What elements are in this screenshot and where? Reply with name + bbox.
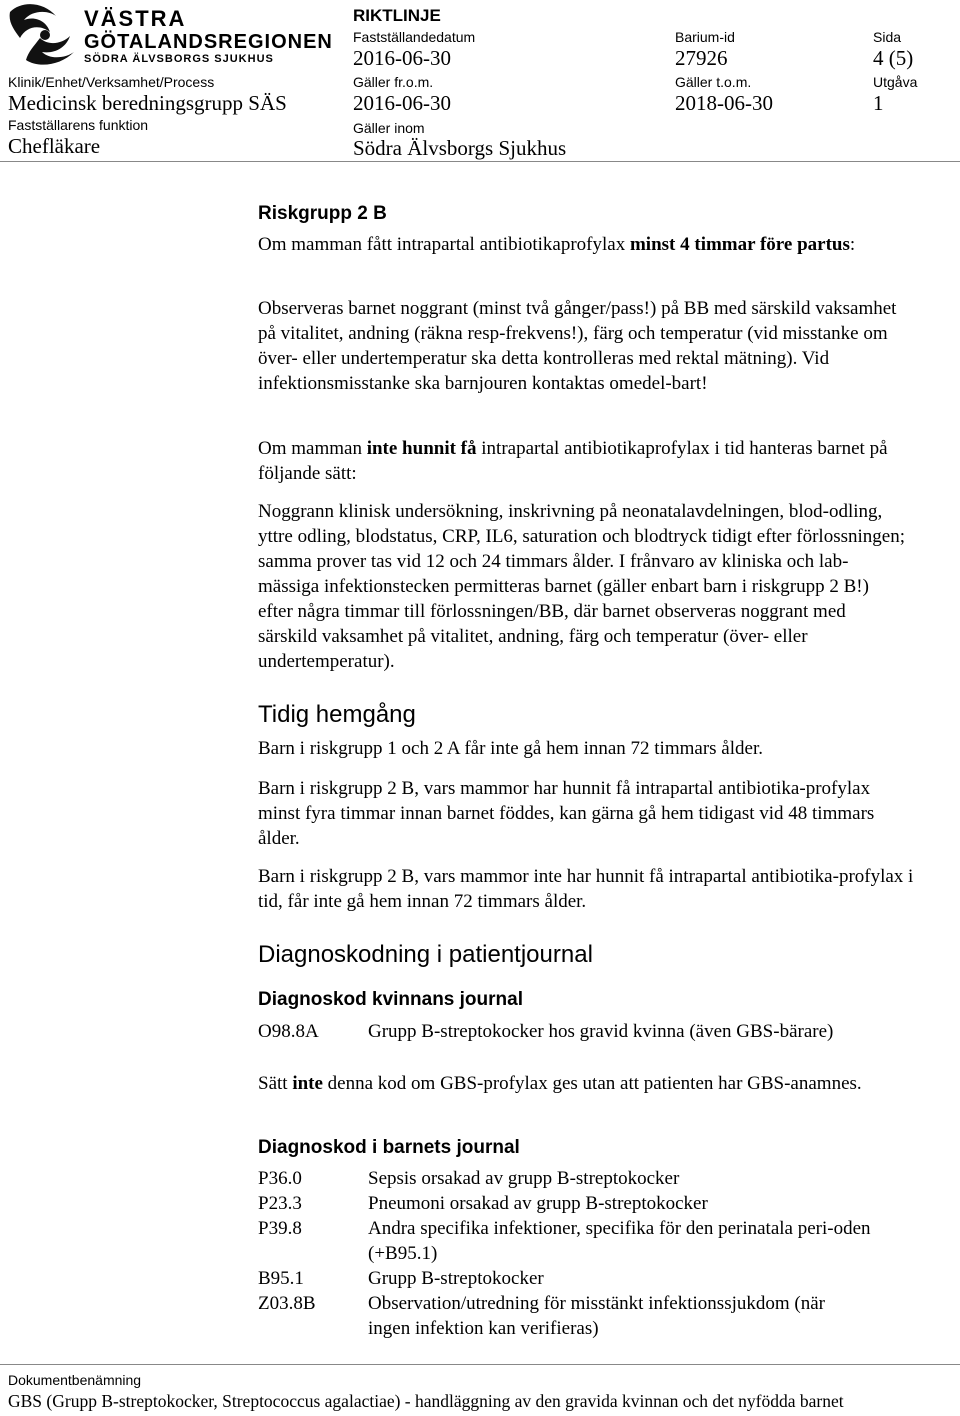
hemgang-heading: Tidig hemgång xyxy=(258,701,416,728)
footer-title: GBS (Grupp B-streptokocker, Streptococcus agalactiae) - handläggning av den gravida kvinnan och det nyfödda barnet xyxy=(8,1391,844,1411)
kvinna-heading: Diagnoskod kvinnans journal xyxy=(258,989,523,1010)
satt-b: inte xyxy=(292,1073,323,1094)
footer-divider xyxy=(0,1364,960,1365)
klinik: Medicinsk beredningsgrupp SÄS xyxy=(8,91,287,115)
header-divider xyxy=(0,161,960,162)
from-date: 2016-06-30 xyxy=(353,91,451,115)
h1: Barn i riskgrupp 1 och 2 A får inte gå hem innan 72 timmars ålder. xyxy=(258,738,763,759)
p3 xyxy=(258,436,908,486)
p3-c: intrapartal antibiotikaprofylax i tid hanteras barnet på följande sätt: xyxy=(258,438,888,484)
p1-b: minst 4 timmar före partus xyxy=(629,234,850,255)
satt-c: denna kod om GBS-profylax ges utan att patienten har GBS-anamnes. xyxy=(322,1073,862,1094)
footer-label: Dokumentbenämning xyxy=(8,1372,142,1388)
table-row xyxy=(258,1166,908,1191)
from-label: Gäller fr.o.m. xyxy=(353,74,434,90)
barn-heading: Diagnoskod i barnets journal xyxy=(258,1137,520,1158)
satt-a: Sätt xyxy=(258,1073,293,1094)
utgava-label: Utgåva xyxy=(873,74,918,90)
p1 xyxy=(258,232,908,257)
to-date: 2018-06-30 xyxy=(675,91,773,115)
diag-code: P23.3 xyxy=(258,1193,302,1214)
diag-desc: Pneumoni orsakad av grupp B-streptokocker xyxy=(368,1193,708,1214)
funktion-label: Fastställarens funktion xyxy=(8,117,149,133)
funktion: Chefläkare xyxy=(8,134,101,158)
inom-label: Gäller inom xyxy=(353,120,425,136)
h2: Barn i riskgrupp 2 B, vars mammor har hunnit få intrapartal antibiotika-profylax minst fyra timmar innan barnet föddes, kan gärna gå hem tidigast vid 48 timmars ålder. xyxy=(258,778,875,849)
to-label: Gäller t.o.m. xyxy=(675,74,752,90)
h3: Barn i riskgrupp 2 B, vars mammor inte har hunnit få intrapartal antibiotika-profylax i tid, får inte gå hem innan 72 timmars ålder. xyxy=(258,866,914,912)
logo-line-2: GÖTALANDSREGIONEN xyxy=(84,31,333,53)
table-row xyxy=(258,1266,908,1291)
p3-b: inte hunnit få xyxy=(366,438,477,459)
barium-label: Barium-id xyxy=(675,29,735,45)
diag-code: Z03.8B xyxy=(258,1293,316,1314)
diag-code: P36.0 xyxy=(258,1168,302,1189)
sida-label: Sida xyxy=(873,29,902,45)
inom: Södra Älvsborgs Sjukhus xyxy=(353,136,567,160)
barium-id: 27926 xyxy=(675,46,728,70)
riskgrupp-heading: Riskgrupp 2 B xyxy=(258,203,387,224)
p1-a: Om mamman fått intrapartal antibiotikaprofylax xyxy=(258,234,630,255)
p1-c: : xyxy=(849,234,856,255)
klinik-label: Klinik/Enhet/Verksamhet/Process xyxy=(8,74,215,90)
table-row xyxy=(258,1191,908,1216)
diag-heading: Diagnoskodning i patientjournal xyxy=(258,941,593,968)
doc-type: RIKTLINJE xyxy=(353,6,441,25)
table-row xyxy=(258,1216,908,1266)
diag-code: B95.1 xyxy=(258,1268,304,1289)
diag-desc: Sepsis orsakad av grupp B-streptokocker xyxy=(368,1168,680,1189)
kvinna-code-row xyxy=(258,1019,908,1044)
utgava: 1 xyxy=(873,91,884,115)
logo-line-1: VÄSTRA xyxy=(84,6,187,31)
p3-a: Om mamman xyxy=(258,438,367,459)
fastst-datum: 2016-06-30 xyxy=(353,46,451,70)
kvinna-code: O98.8A xyxy=(258,1021,319,1042)
diag-code: P39.8 xyxy=(258,1218,302,1239)
diag-desc: Grupp B-streptokocker xyxy=(368,1268,544,1289)
kvinna-desc: Grupp B-streptokocker hos gravid kvinna (även GBS-bärare) xyxy=(368,1021,834,1042)
p2: Observeras barnet noggrant (minst två gånger/pass!) på BB med särskild vaksamhet på vitalitet, andning (räkna resp-frekvens!), färg och temperatur (vid misstanke om över- eller undertemperatur ska detta kontrolleras med rektal mätning). Vid infektionsmisstanke ska barnjouren kontaktas omedel-bart! xyxy=(258,298,897,394)
region-logo xyxy=(0,0,333,72)
page-number: 4 (5) xyxy=(873,46,914,70)
fastst-datum-label: Fastställandedatum xyxy=(353,29,476,45)
logo-line-3: SÖDRA ÄLVSBORGS SJUKHUS xyxy=(84,53,274,65)
diag-desc: Andra specifika infektioner, specifika för den perinatala peri-oden (+B95.1) xyxy=(368,1218,871,1264)
table-row xyxy=(258,1291,908,1341)
diag-desc: Observation/utredning för misstänkt infektionssjukdom (när ingen infektion kan verifieras) xyxy=(368,1293,825,1339)
logo-emblem-icon xyxy=(4,2,84,72)
satt-inte-note xyxy=(258,1071,878,1096)
p4: Noggrann klinisk undersökning, inskrivning på neonatalavdelningen, blod-odling, yttre odling, blodstatus, CRP, IL6, saturation och blodtryck tidigt efter förlossningen; samma prover tas vid 12 och 24 timmars ålder. I frånvaro av kliniska och lab-mässiga infektionstecken permitteras barnet (gäller enbart barn i riskgrupp 2 B!) efter några timmar till förlossningen/BB, där barnet observeras noggrant med särskild vaksamhet på vitalitet, andning, färg och temperatur (över- eller undertemperatur). xyxy=(258,501,905,672)
